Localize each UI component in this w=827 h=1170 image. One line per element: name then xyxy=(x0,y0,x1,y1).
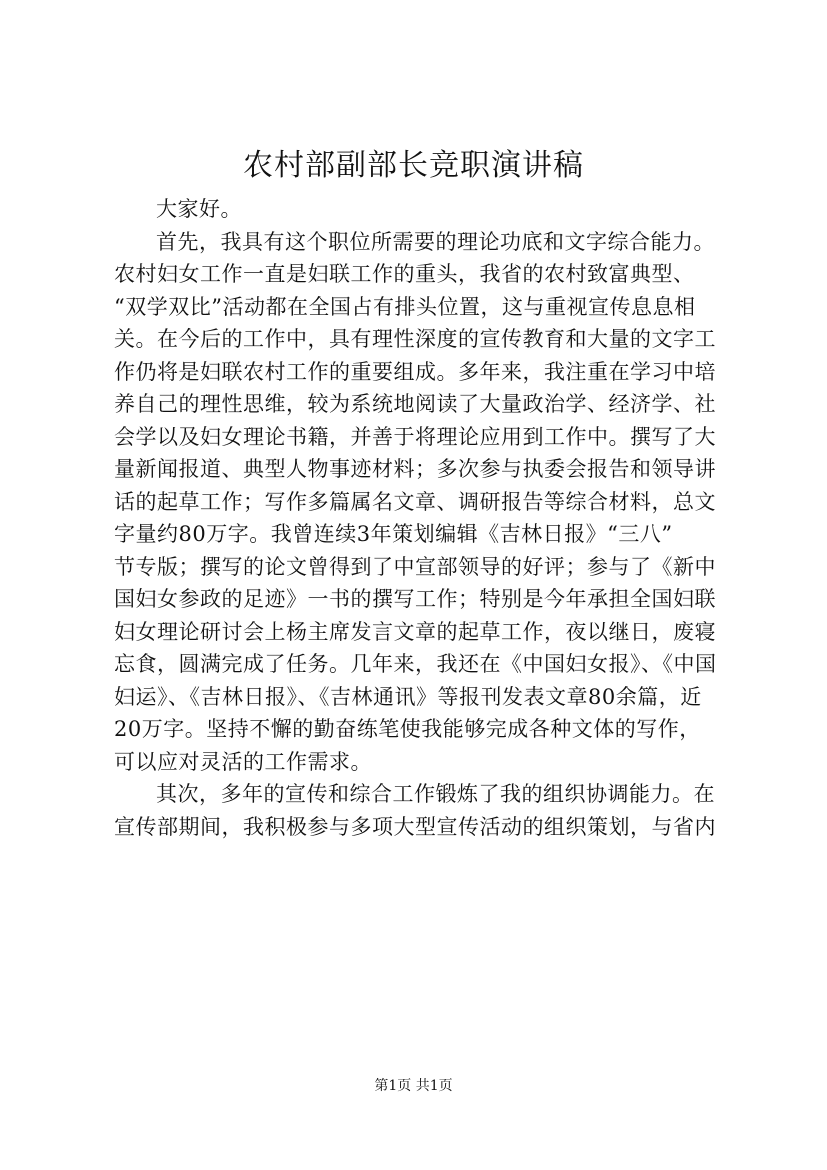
body-line: 宣传部期间，我积极参与多项大型宣传活动的组织策划，与省内 xyxy=(114,814,716,839)
page-footer: 第1页 共1页 xyxy=(374,1078,453,1094)
body-line: 关。在今后的工作中，具有理性深度的宣传教育和大量的文字工 xyxy=(114,327,716,351)
body-line: 妇女理论研讨会上杨主席发言文章的起草工作，夜以继日，废寝 xyxy=(114,619,716,644)
body-line: 妇运》、《吉林日报》、《吉林通讯》等报刊发表文章80余篇，近 xyxy=(114,684,702,709)
body-line: 话的起草工作；写作多篇属名文章、调研报告等综合材料，总文 xyxy=(114,489,716,514)
body-line: 忘食，圆满完成了任务。几年来，我还在《中国妇女报》、《中国 xyxy=(114,652,717,676)
body-line: 20万字。坚持不懈的勤奋练笔使我能够完成各种文体的写作， xyxy=(114,717,701,741)
body-line: 首先，我具有这个职位所需要的理论功底和文字综合能力。 xyxy=(156,229,715,254)
body-line: 国妇女参政的足迹》一书的撰写工作；特别是今年承担全国妇联 xyxy=(114,587,716,611)
body-line: 大家好。 xyxy=(156,197,242,221)
body-line: 字量约80万字。我曾连续3年策划编辑《吉林日报》“三八” xyxy=(114,522,673,546)
body-line: 量新闻报道、典型人物事迹材料；多次参与执委会报告和领导讲 xyxy=(114,457,716,481)
body-line: 其次，多年的宣传和综合工作锻炼了我的组织协调能力。在 xyxy=(156,782,715,806)
body-line: 会学以及妇女理论书籍，并善于将理论应用到工作中。撰写了大 xyxy=(114,424,716,449)
document-body xyxy=(114,193,754,843)
body-line: 作仍将是妇联农村工作的重要组成。多年来，我注重在学习中培 xyxy=(114,359,716,384)
body-line: 农村妇女工作一直是妇联工作的重头，我省的农村致富典型、 xyxy=(114,262,695,286)
body-line: 节专版；撰写的论文曾得到了中宣部领导的好评；参与了《新中 xyxy=(114,554,716,579)
body-line: “双学双比”活动都在全国占有排头位置，这与重视宣传息息相 xyxy=(114,294,696,319)
body-line: 养自己的理性思维，较为系统地阅读了大量政治学、经济学、社 xyxy=(114,392,716,416)
body-line: 可以应对灵活的工作需求。 xyxy=(114,749,372,774)
document-title: 农村部副部长竞职演讲稿 xyxy=(243,148,584,183)
